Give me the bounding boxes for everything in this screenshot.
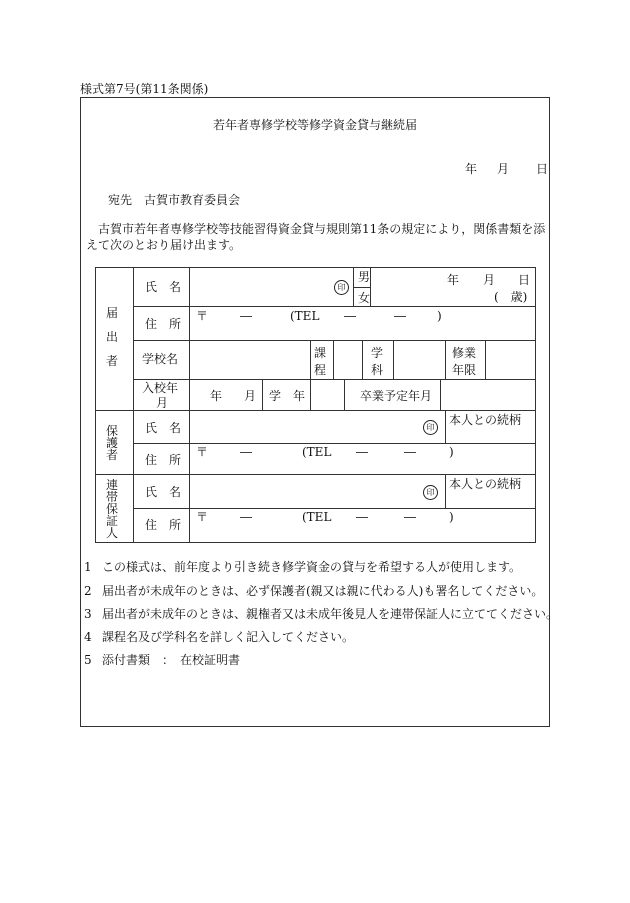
tel-close: ) [449, 445, 454, 459]
guarantor-address-label: 住 所 [145, 518, 182, 532]
form-number: 様式第7号(第11条関係) [80, 82, 209, 96]
guardian-label-1: 保 [106, 424, 119, 438]
note-3 [84, 605, 558, 622]
tel-open: (TEL [290, 309, 320, 323]
sex-male[interactable]: 男 [358, 270, 371, 284]
course-label-2: 程 [314, 363, 327, 377]
table-border [95, 542, 536, 543]
table-divider [262, 379, 263, 410]
guarantor-label-1: 連 [106, 478, 119, 492]
dept-label-2: 科 [371, 363, 384, 377]
enroll-label-2: 月 [156, 396, 169, 410]
guarantor-label-4: 証 [106, 514, 119, 528]
table-divider [370, 267, 371, 307]
enroll-year: 年 [210, 389, 223, 403]
table-divider [440, 379, 441, 410]
guarantor-label-3: 保 [106, 502, 119, 516]
guarantor-label-5: 人 [106, 526, 119, 540]
seal-icon: 印 [334, 280, 349, 295]
table-divider [445, 410, 446, 443]
guardian-name-label: 氏 名 [145, 421, 182, 435]
guardian-label-2: 護 [106, 436, 119, 450]
table-divider [133, 267, 134, 542]
postal-mark: 〒 [196, 445, 209, 459]
table-divider [353, 287, 370, 288]
seal-icon: 印 [423, 420, 438, 435]
note-1 [84, 558, 521, 575]
table-divider [133, 443, 536, 444]
age-field: ( 歳) [494, 290, 528, 304]
postal-mark: 〒 [196, 510, 209, 524]
note-text: 添付書類 ： 在校証明書 [102, 653, 241, 667]
tel-dash-2: ― [404, 445, 416, 459]
postal-dash: ― [240, 510, 252, 524]
note-text: 課程名及び学科名を詳しく記入してください。 [102, 630, 355, 644]
table-divider [133, 306, 536, 307]
tel-open: (TEL [302, 510, 332, 524]
note-2 [84, 582, 543, 599]
guarantor-label-2: 帯 [106, 490, 119, 504]
note-5 [84, 651, 240, 668]
table-divider [393, 340, 394, 379]
table-border [95, 267, 536, 268]
tel-dash-1: ― [356, 445, 368, 459]
tel-dash-2: ― [394, 309, 406, 323]
table-divider [133, 508, 536, 509]
tel-open: (TEL [302, 445, 332, 459]
dept-label-1: 学 [371, 346, 384, 360]
note-text: 届出者が未成年のときは、親権者又は未成年後見人を連帯保証人に立ててください。 [102, 607, 559, 621]
note-number: 2 [84, 584, 92, 598]
note-number: 3 [84, 607, 92, 621]
note-number: 1 [84, 560, 92, 574]
dob-year: 年 [447, 273, 460, 287]
table-border [535, 267, 536, 542]
table-border [95, 267, 96, 542]
table-divider [485, 340, 486, 379]
tel-dash-1: ― [344, 309, 356, 323]
guardian-address-label: 住 所 [145, 453, 182, 467]
postal-dash: ― [240, 309, 252, 323]
postal-dash: ― [240, 445, 252, 459]
duration-label-1: 修業 [452, 346, 477, 360]
postal-mark: 〒 [196, 309, 209, 323]
note-number: 5 [84, 653, 92, 667]
tel-close: ) [437, 309, 442, 323]
table-divider [189, 267, 190, 542]
date-month: 月 [497, 162, 510, 176]
course-label-1: 課 [314, 346, 327, 360]
addressee: 宛先 古賀市教育委員会 [108, 193, 241, 207]
table-divider [333, 340, 334, 379]
notifier-address-label: 住 所 [145, 317, 182, 331]
table-divider [95, 410, 536, 411]
guardian-relation-label: 本人との続柄 [449, 413, 522, 427]
note-text: 届出者が未成年のときは、必ず保護者(親又は親に代わる人)も署名してください。 [102, 584, 544, 598]
form-title: 若年者専修学校等修学資金貸与継続届 [212, 118, 417, 132]
table-divider [362, 340, 363, 379]
guarantor-name-label: 氏 名 [145, 485, 182, 499]
intro-text: 古賀市若年者専修学校等技能習得資金貸与規則第11条の規定により，関係書類を添えて次のとおり届け出ます。 [86, 222, 546, 252]
notifier-label-2: 出 [106, 330, 119, 344]
guardian-label-3: 者 [106, 448, 119, 462]
graduation-label: 卒業予定年月 [360, 389, 433, 403]
tel-close: ) [449, 510, 454, 524]
grade-label: 学 年 [269, 389, 306, 403]
notifier-label-1: 届 [106, 306, 119, 320]
table-divider [445, 340, 446, 379]
table-divider [344, 379, 345, 410]
table-divider [133, 379, 536, 380]
date-year: 年 [465, 162, 478, 176]
enroll-month: 月 [244, 389, 257, 403]
school-label: 学校名 [142, 352, 179, 366]
dob-month: 月 [483, 273, 496, 287]
table-divider [133, 340, 536, 341]
table-divider [95, 474, 536, 475]
enroll-label-1: 入校年 [142, 381, 179, 395]
notifier-name-label: 氏 名 [145, 280, 182, 294]
notifier-label-3: 者 [106, 354, 119, 368]
note-text: この様式は、前年度より引き続き修学資金の貸与を希望する人が使用します。 [102, 560, 522, 574]
note-4 [84, 628, 354, 645]
guarantor-relation-label: 本人との続柄 [449, 477, 522, 491]
note-number: 4 [84, 630, 92, 644]
sex-female[interactable]: 女 [358, 291, 371, 305]
duration-label-2: 年限 [452, 363, 477, 377]
table-divider [445, 474, 446, 508]
date-day: 日 [536, 162, 549, 176]
dob-day: 日 [518, 273, 531, 287]
table-divider [310, 340, 311, 410]
seal-icon: 印 [423, 485, 438, 500]
tel-dash-1: ― [356, 510, 368, 524]
tel-dash-2: ― [404, 510, 416, 524]
